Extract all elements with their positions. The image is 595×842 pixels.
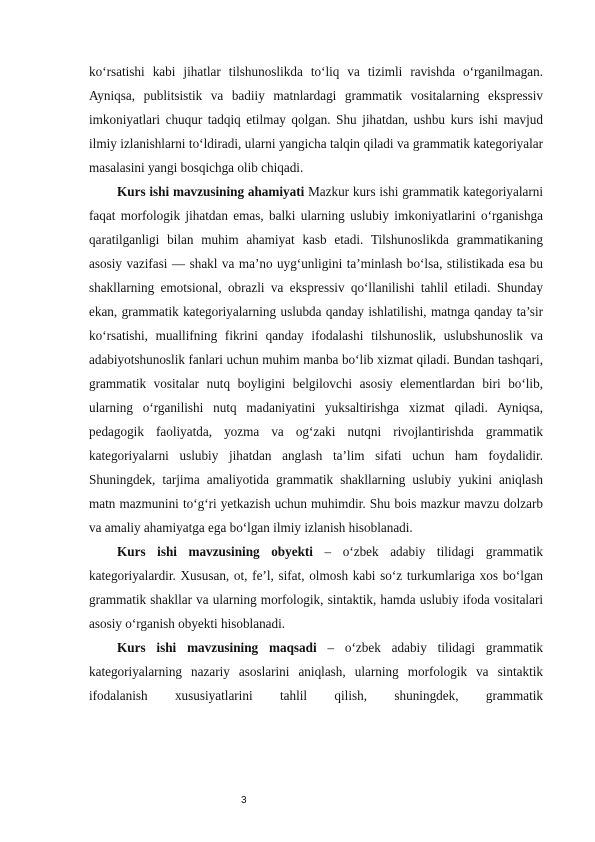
paragraph-heading: Kurs ishi mavzusining maqsadi	[117, 640, 317, 655]
paragraph-significance	[89, 180, 543, 540]
paragraph-heading: Kurs ishi mavzusining ahamiyati	[117, 184, 305, 199]
paragraph-object	[89, 540, 543, 636]
paragraph-text: ko‘rsatishi kabi jihatlar tilshunoslikda to‘liq va tizimli ravishda o‘rganilmagan. Ayniqsa, publitsistik va badiiy matnlardagi grammatik vositalarning ekspressiv imkoniyatlari chuqur tadqiq etilmay qolgan. Shu jihatdan, ushbu kurs ishi mavjud ilmiy izlanishlarni to‘ldiradi, ularni yangicha talqin qiladi va grammatik kategoriyalar masalasini yangi bosqichga olib chiqadi.	[89, 64, 543, 175]
paragraph-text: – o‘zbek adabiy tilidagi grammatik kategoriyalardir. Xususan, ot, fe’l, sifat, olmosh kabi so‘z turkumlariga xos bo‘lgan grammatik shakllar va ularning morfologik, sintaktik, hamda uslubiy ifoda vositalari asosiy o‘rganish obyekti hisoblanadi.	[89, 544, 543, 631]
page-number: 3	[241, 795, 247, 806]
paragraph-aim	[89, 636, 543, 708]
paragraph-heading: Kurs ishi mavzusining obyekti	[117, 544, 313, 559]
document-page	[89, 60, 543, 708]
paragraph-intro-continuation	[89, 60, 543, 180]
paragraph-text: Mazkur kurs ishi grammatik kategoriyalarni faqat morfologik jihatdan emas, balki ularning uslubiy imkoniyatlarini o‘rganishga qaratilganligi bilan muhim ahamiyat kasb etadi. Tilshunoslikda grammatikaning asosiy vazifasi — shakl va ma’no uyg‘unligini ta’minlash bo‘lsa, stilistikada esa bu shakllarning emotsional, obrazli va ekspressiv qo‘llanilishi tahlil etiladi. Shunday ekan, grammatik kategoriyalarning uslubda qanday ishlatilishi, matnga qanday ta’sir ko‘rsatishi, muallifning fikrini qanday ifodalashi tilshunoslik, uslubshunoslik va adabiyotshunoslik fanlari uchun muhim manba bo‘lib xizmat qiladi. Bundan tashqari, grammatik vositalar nutq boyligini belgilovchi asosiy elementlardan biri bo‘lib, ularning o‘rganilishi nutq madaniyatini yuksaltirishga xizmat qiladi. Ayniqsa, pedagogik faoliyatda, yozma va og‘zaki nutqni rivojlantirishda grammatik kategoriyalarni uslubiy jihatdan anglash ta’lim sifati uchun ham foydalidir. Shuningdek, tarjima amaliyotida grammatik shakllarning uslubiy yukini aniqlash matn mazmunini to‘g‘ri yetkazish uchun muhimdir. Shu bois mazkur mavzu dolzarb va amaliy ahamiyatga ega bo‘lgan ilmiy izlanish hisoblanadi.	[89, 184, 543, 535]
paragraph-text: – o‘zbek adabiy tilidagi grammatik kategoriyalarning nazariy asoslarini aniqlash, ularning morfologik va sintaktik ifodalanish xususiyatlarini tahlil qilish, shuningdek, grammatik	[89, 640, 543, 703]
